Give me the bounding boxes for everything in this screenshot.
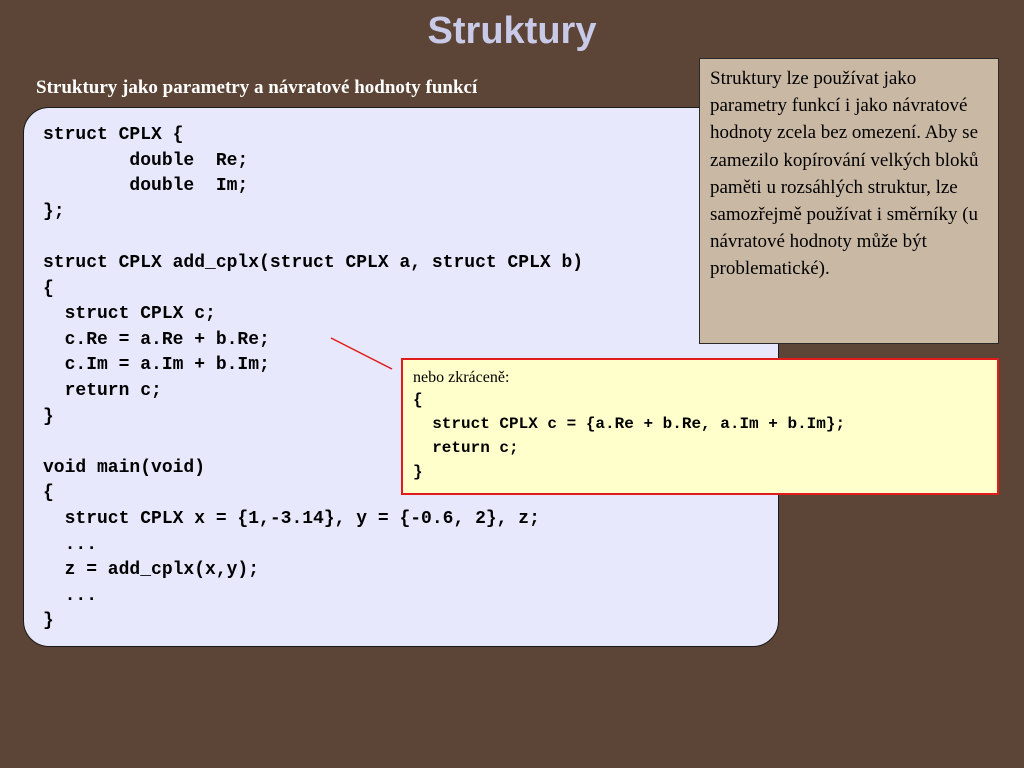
callout-label: nebo zkráceně: <box>413 369 510 386</box>
callout-code: { struct CPLX c = {a.Re + b.Re, a.Im + b.Im}; return c; } <box>413 391 846 481</box>
note-text: Struktury lze používat jako parametry funkcí i jako návratové hodnoty zcela bez omezení. Aby se zamezilo kopírování velkých bloků paměti u rozsáhlých struktur, lze samozřejmě používat i směrníky (u návratové hodnoty může být problematické). <box>710 68 979 280</box>
callout-box <box>401 358 999 495</box>
slide-title: Struktury <box>427 10 597 52</box>
code-listing: struct CPLX { double Re; double Im; }; struct CPLX add_cplx(struct CPLX a, struct CPLX b) { struct CPLX c; c.Re = a.Re + b.Re; c.Im = a.Im + b.Im; return c; } void main(void) { struct CPLX x = {1,-3.14}, y = {-0.6, 2}, z; ... z = add_cplx(x,y); ... } <box>43 125 584 632</box>
note-box <box>699 58 999 344</box>
slide-subtitle: Struktury jako parametry a návratové hodnoty funkcí <box>36 77 478 98</box>
